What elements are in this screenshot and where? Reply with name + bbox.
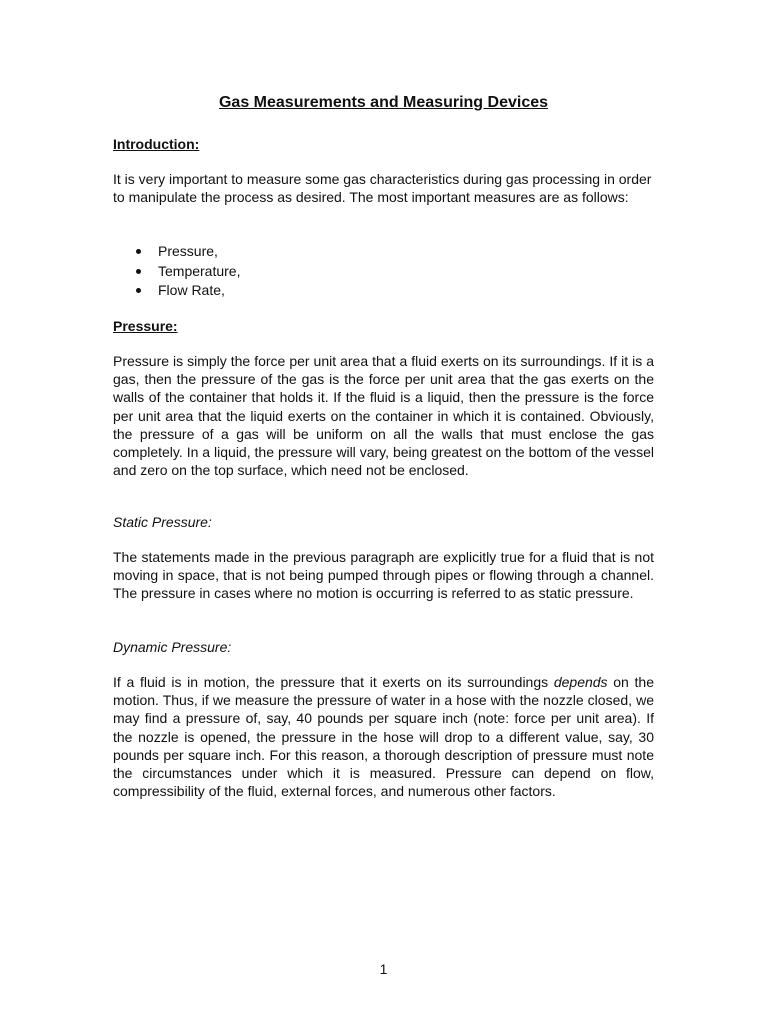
- list-item-label: Flow Rate,: [158, 282, 225, 298]
- bullet-icon: [136, 288, 141, 293]
- bullet-icon: [136, 249, 141, 254]
- dynamic-pressure-heading: Dynamic Pressure:: [113, 639, 232, 655]
- dynamic-pressure-emphasis: depends: [553, 674, 608, 690]
- document-title: Gas Measurements and Measuring Devices: [218, 94, 549, 111]
- pressure-paragraph: Pressure is simply the force per unit area that a fluid exerts on its surroundings. If it is a gas, then the pressure of the gas is the force per unit area that the gas exerts on the walls of the container that holds it. If the fluid is a liquid, then the pressure is the force per unit area that the liquid exerts on the container in which it is contained. Obviously, the pressure of a gas will be uniform on all the walls that must enclose the gas completely. In a liquid, the pressure will vary, being greatest on the bottom of the vessel and zero on the top surface, which need not be enclosed.: [113, 353, 654, 479]
- bullet-icon: [136, 269, 141, 274]
- dynamic-pressure-text-end: on the motion. Thus, if we measure the pressure of water in a hose with the nozzle closed, we may find a pressure of, say, 40 pounds per square inch (note: force per unit area). If the nozzle is opened, the pressure in the hose will drop to a different value, say, 30 pounds per square inch. For this reason, a thorough description of pressure must note the circumstances under which it is measured. Pressure can depend on flow, compressibility of the fluid, external forces, and numerous other factors.: [113, 674, 654, 800]
- measures-list: [113, 242, 240, 301]
- document-page: [113, 0, 654, 1024]
- list-item-label: Temperature,: [158, 262, 241, 279]
- static-pressure-heading: Static Pressure:: [113, 514, 212, 530]
- page-number: 1: [379, 961, 388, 977]
- introduction-paragraph: It is very important to measure some gas characteristics during gas processing in order to manipulate the process as desired. The most important measures are as follows:: [113, 171, 652, 206]
- list-item: [113, 262, 240, 282]
- introduction-heading: Introduction:: [113, 136, 200, 152]
- dynamic-pressure-paragraph: [113, 673, 654, 800]
- list-item-label: Pressure,: [158, 243, 218, 259]
- list-item: [113, 281, 240, 301]
- list-item: [113, 242, 240, 262]
- pressure-heading: Pressure:: [113, 318, 178, 334]
- dynamic-pressure-text-start: If a fluid is in motion, the pressure that it exerts on its surroundings: [113, 674, 554, 690]
- static-pressure-paragraph: The statements made in the previous paragraph are explicitly true for a fluid that is not moving in space, that is not being pumped through pipes or flowing through a channel. The pressure in cases where no motion is occurring is referred to as static pressure.: [113, 549, 654, 602]
